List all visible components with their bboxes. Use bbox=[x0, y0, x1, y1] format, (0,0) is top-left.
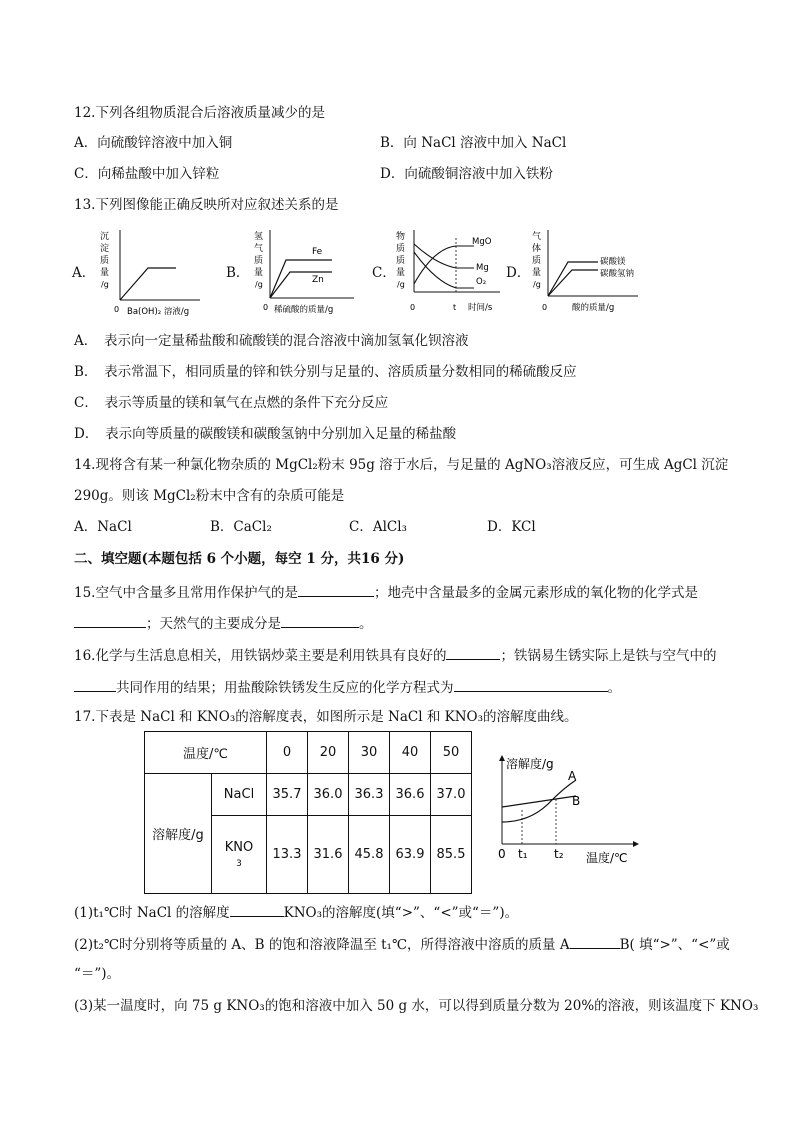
curve-b-label: B bbox=[572, 794, 581, 808]
graph-b-ylabel-5: /g bbox=[255, 280, 263, 289]
graph-c-ylabel-3: 质 bbox=[396, 256, 406, 266]
graph-c-label-mgo: MgO bbox=[472, 237, 492, 247]
temp-header: 30 bbox=[349, 732, 390, 774]
q12-option-b: B．向 NaCl 溶液中加入 NaCl bbox=[380, 135, 567, 151]
graph-c-letter: C． bbox=[372, 265, 396, 281]
graph-b-label-zn: Zn bbox=[312, 275, 324, 285]
q16-blank3[interactable] bbox=[454, 677, 608, 692]
section-heading: 二、填空题(本题包括 6 个小题，每空 1 分，共16 分) bbox=[74, 551, 405, 567]
q13-option-a: A． 表示向一定量稀盐酸和硫酸镁的混合溶液中滴加氢氧化钡溶液 bbox=[74, 333, 469, 349]
table-cell: 85.5 bbox=[431, 816, 472, 894]
graph-d-letter: D． bbox=[506, 265, 531, 281]
q16-part2: ；铁锅易生锈实际上是铁与空气中的 bbox=[500, 648, 717, 664]
graph-c-t-label: t bbox=[453, 303, 457, 312]
table-cell: 63.9 bbox=[390, 816, 431, 894]
q17-sub1-part1: (1)t₁℃时 NaCl 的溶解度 bbox=[74, 905, 230, 921]
graph-d-label-nahco3: 碳酸氢钠 bbox=[600, 269, 635, 279]
table-cell: 36.3 bbox=[349, 774, 390, 816]
temp-header: 20 bbox=[308, 732, 349, 774]
graph-a-origin: 0 bbox=[114, 305, 120, 314]
graph-c-xlabel: 时间/s bbox=[468, 303, 493, 313]
q14-option-b: B．CaCl₂ bbox=[210, 519, 272, 535]
graph-b-letter: B． bbox=[226, 265, 250, 281]
temp-header: 50 bbox=[431, 732, 472, 774]
q17-stem: 17.下表是 NaCl 和 KNO₃的溶解度表，如图所示是 NaCl 和 KNO₃的溶解度曲线。 bbox=[74, 709, 578, 725]
q17-sub3: (3)某一温度时，向 75 g KNO₃的饱和溶液中加入 50 g 水，可以得到质量分数为 20%的溶液，则该温度下 KNO₃ bbox=[74, 998, 759, 1014]
graph-c-ylabel-2: 质 bbox=[396, 244, 406, 254]
graph-a-xlabel: Ba(OH)₂ 溶液/g bbox=[127, 307, 190, 317]
graph-b-xlabel: 稀硫酸的质量/g bbox=[274, 305, 334, 315]
q13-option-b: B． 表示常温下，相同质量的锌和铁分别与足量的、溶质质量分数相同的稀硫酸反应 bbox=[74, 364, 577, 380]
graph-d-label-mgco3: 碳酸镁 bbox=[600, 257, 626, 267]
graph-d-xlabel: 酸的质量/g bbox=[572, 303, 615, 313]
kno3-subscript: 3 bbox=[236, 858, 242, 869]
graph-b-ylabel-3: 质 bbox=[254, 256, 264, 266]
chart-origin: 0 bbox=[498, 847, 506, 861]
graph-c bbox=[394, 226, 504, 320]
q15-blank1[interactable] bbox=[298, 582, 374, 597]
graph-a bbox=[96, 226, 204, 320]
graph-b-label-fe: Fe bbox=[312, 247, 323, 257]
graph-c-curve-mg bbox=[414, 244, 474, 268]
q15-blank3[interactable] bbox=[281, 613, 359, 628]
temp-header: 40 bbox=[390, 732, 431, 774]
curve-a-label: A bbox=[568, 769, 577, 783]
graph-a-curve bbox=[120, 268, 176, 300]
table-cell: 37.0 bbox=[431, 774, 472, 816]
graph-b-ylabel-1: 氢 bbox=[254, 232, 264, 242]
graph-d-ylabel-2: 体 bbox=[532, 244, 542, 254]
q17-sub2 bbox=[74, 934, 730, 954]
q17-sub2-part1: (2)t₂℃时分别将等质量的 A、B 的饱和溶液降温至 t₁℃，所得溶液中溶质的质量 A bbox=[74, 937, 570, 953]
table-cell: 45.8 bbox=[349, 816, 390, 894]
table-cell: 13.3 bbox=[267, 816, 308, 894]
kno3-name: KNO bbox=[224, 839, 254, 855]
q12-option-c: C．向稀盐酸中加入锌粒 bbox=[74, 166, 220, 182]
table-row-name-nacl: NaCl bbox=[212, 774, 267, 816]
graph-b-ylabel-4: 量 bbox=[254, 268, 264, 278]
graph-d-ylabel-1: 气 bbox=[532, 232, 542, 242]
temp-header: 0 bbox=[267, 732, 308, 774]
graph-c-origin: 0 bbox=[410, 303, 416, 312]
graph-c-ylabel-4: 量 bbox=[396, 268, 406, 278]
q14-option-c: C．AlCl₃ bbox=[349, 519, 407, 535]
t2-label: t₂ bbox=[554, 847, 564, 861]
table-cell: 31.6 bbox=[308, 816, 349, 894]
graph-a-letter: A． bbox=[72, 265, 96, 281]
curve-b bbox=[502, 796, 576, 807]
q15-line2 bbox=[74, 613, 373, 633]
q13-option-d: D． 表示向等质量的碳酸镁和碳酸氢钠中分别加入足量的稀盐酸 bbox=[74, 426, 457, 442]
graph-c-label-mg: Mg bbox=[476, 263, 489, 273]
graph-c-ylabel-5: /g bbox=[397, 280, 405, 289]
solubility-curve-chart bbox=[492, 752, 642, 870]
q14-line2: 290g。则该 MgCl₂粉末中含有的杂质可能是 bbox=[74, 488, 345, 504]
q16-part3: 共同作用的结果；用盐酸除铁锈发生反应的化学方程式为 bbox=[116, 680, 454, 696]
table-row-name-kno3 bbox=[212, 816, 267, 894]
q15-part2: ；地壳中含量最多的金属元素形成的氧化物的化学式是 bbox=[373, 585, 698, 601]
q16-blank2[interactable] bbox=[74, 677, 116, 692]
q13-option-c: C． 表示等质量的镁和氧气在点燃的条件下充分反应 bbox=[74, 395, 389, 411]
q16-blank1[interactable] bbox=[446, 645, 500, 660]
q17-sub2-cont: “＝”)。 bbox=[74, 966, 121, 982]
graph-a-ylabel-5: /g bbox=[101, 280, 109, 289]
table-row-group-label: 溶解度/g bbox=[145, 774, 212, 894]
graph-d-curve-mgco3 bbox=[548, 262, 598, 296]
q17-sub1 bbox=[74, 902, 518, 922]
table-cell: 35.7 bbox=[267, 774, 308, 816]
q15-part4: 。 bbox=[359, 616, 373, 632]
q17-sub1-part2: KNO₃的溶解度(填“>”、“<”或“＝”)。 bbox=[283, 905, 519, 921]
q14-option-a: A．NaCl bbox=[74, 519, 132, 535]
graph-d-ylabel-4: 量 bbox=[532, 268, 542, 278]
q12-stem: 12.下列各组物质混合后溶液质量减少的是 bbox=[74, 105, 325, 121]
graph-a-ylabel-2: 淀 bbox=[100, 244, 110, 254]
q12-option-a: A．向硫酸锌溶液中加入铜 bbox=[74, 135, 233, 151]
q17-blank2[interactable] bbox=[570, 934, 620, 949]
q15-part3: ；天然气的主要成分是 bbox=[146, 616, 281, 632]
q15-blank2[interactable] bbox=[74, 613, 146, 628]
graph-a-ylabel-1: 沉 bbox=[100, 232, 110, 242]
q16-part4: 。 bbox=[607, 680, 621, 696]
q15-part1: 15.空气中含量多且常用作保护气的是 bbox=[74, 585, 298, 601]
graph-b bbox=[250, 226, 358, 320]
graph-d-ylabel-5: /g bbox=[533, 280, 541, 289]
chart-ylabel: 溶解度/g bbox=[506, 757, 554, 771]
q17-blank1[interactable] bbox=[230, 902, 284, 917]
graph-d-ylabel-3: 质 bbox=[532, 256, 542, 266]
graph-d bbox=[528, 226, 648, 320]
q16-part1: 16.化学与生活息息相关，用铁锅炒菜主要是利用铁具有良好的 bbox=[74, 648, 447, 664]
chart-xlabel: 温度/℃ bbox=[586, 851, 628, 865]
q14-option-d: D．KCl bbox=[487, 519, 536, 535]
graph-d-origin: 0 bbox=[542, 303, 548, 312]
table-cell: 36.0 bbox=[308, 774, 349, 816]
q16-line1 bbox=[74, 645, 716, 665]
q15-line1 bbox=[74, 582, 698, 602]
table-cell: 36.6 bbox=[390, 774, 431, 816]
table-corner-header: 温度/℃ bbox=[145, 732, 267, 774]
graph-a-ylabel-4: 量 bbox=[100, 268, 110, 278]
q16-line2 bbox=[74, 677, 621, 697]
solubility-table bbox=[144, 731, 472, 894]
t1-label: t₁ bbox=[518, 847, 528, 861]
graph-b-ylabel-2: 气 bbox=[254, 244, 264, 254]
graph-a-ylabel-3: 质 bbox=[100, 256, 110, 266]
q13-stem: 13.下列图像能正确反映所对应叙述关系的是 bbox=[74, 197, 339, 213]
q14-line1: 14.现将含有某一种氯化物杂质的 MgCl₂粉末 95g 溶于水后，与足量的 AgNO₃溶液反应，可生成 AgCl 沉淀 bbox=[74, 457, 729, 473]
q17-sub2-part2: B( 填“>”、“<”或 bbox=[619, 937, 730, 953]
graph-b-origin: 0 bbox=[263, 303, 269, 312]
q12-option-d: D．向硫酸铜溶液中加入铁粉 bbox=[380, 166, 553, 182]
graph-c-ylabel-1: 物 bbox=[396, 232, 406, 242]
graph-c-label-o2: O₂ bbox=[476, 277, 487, 287]
